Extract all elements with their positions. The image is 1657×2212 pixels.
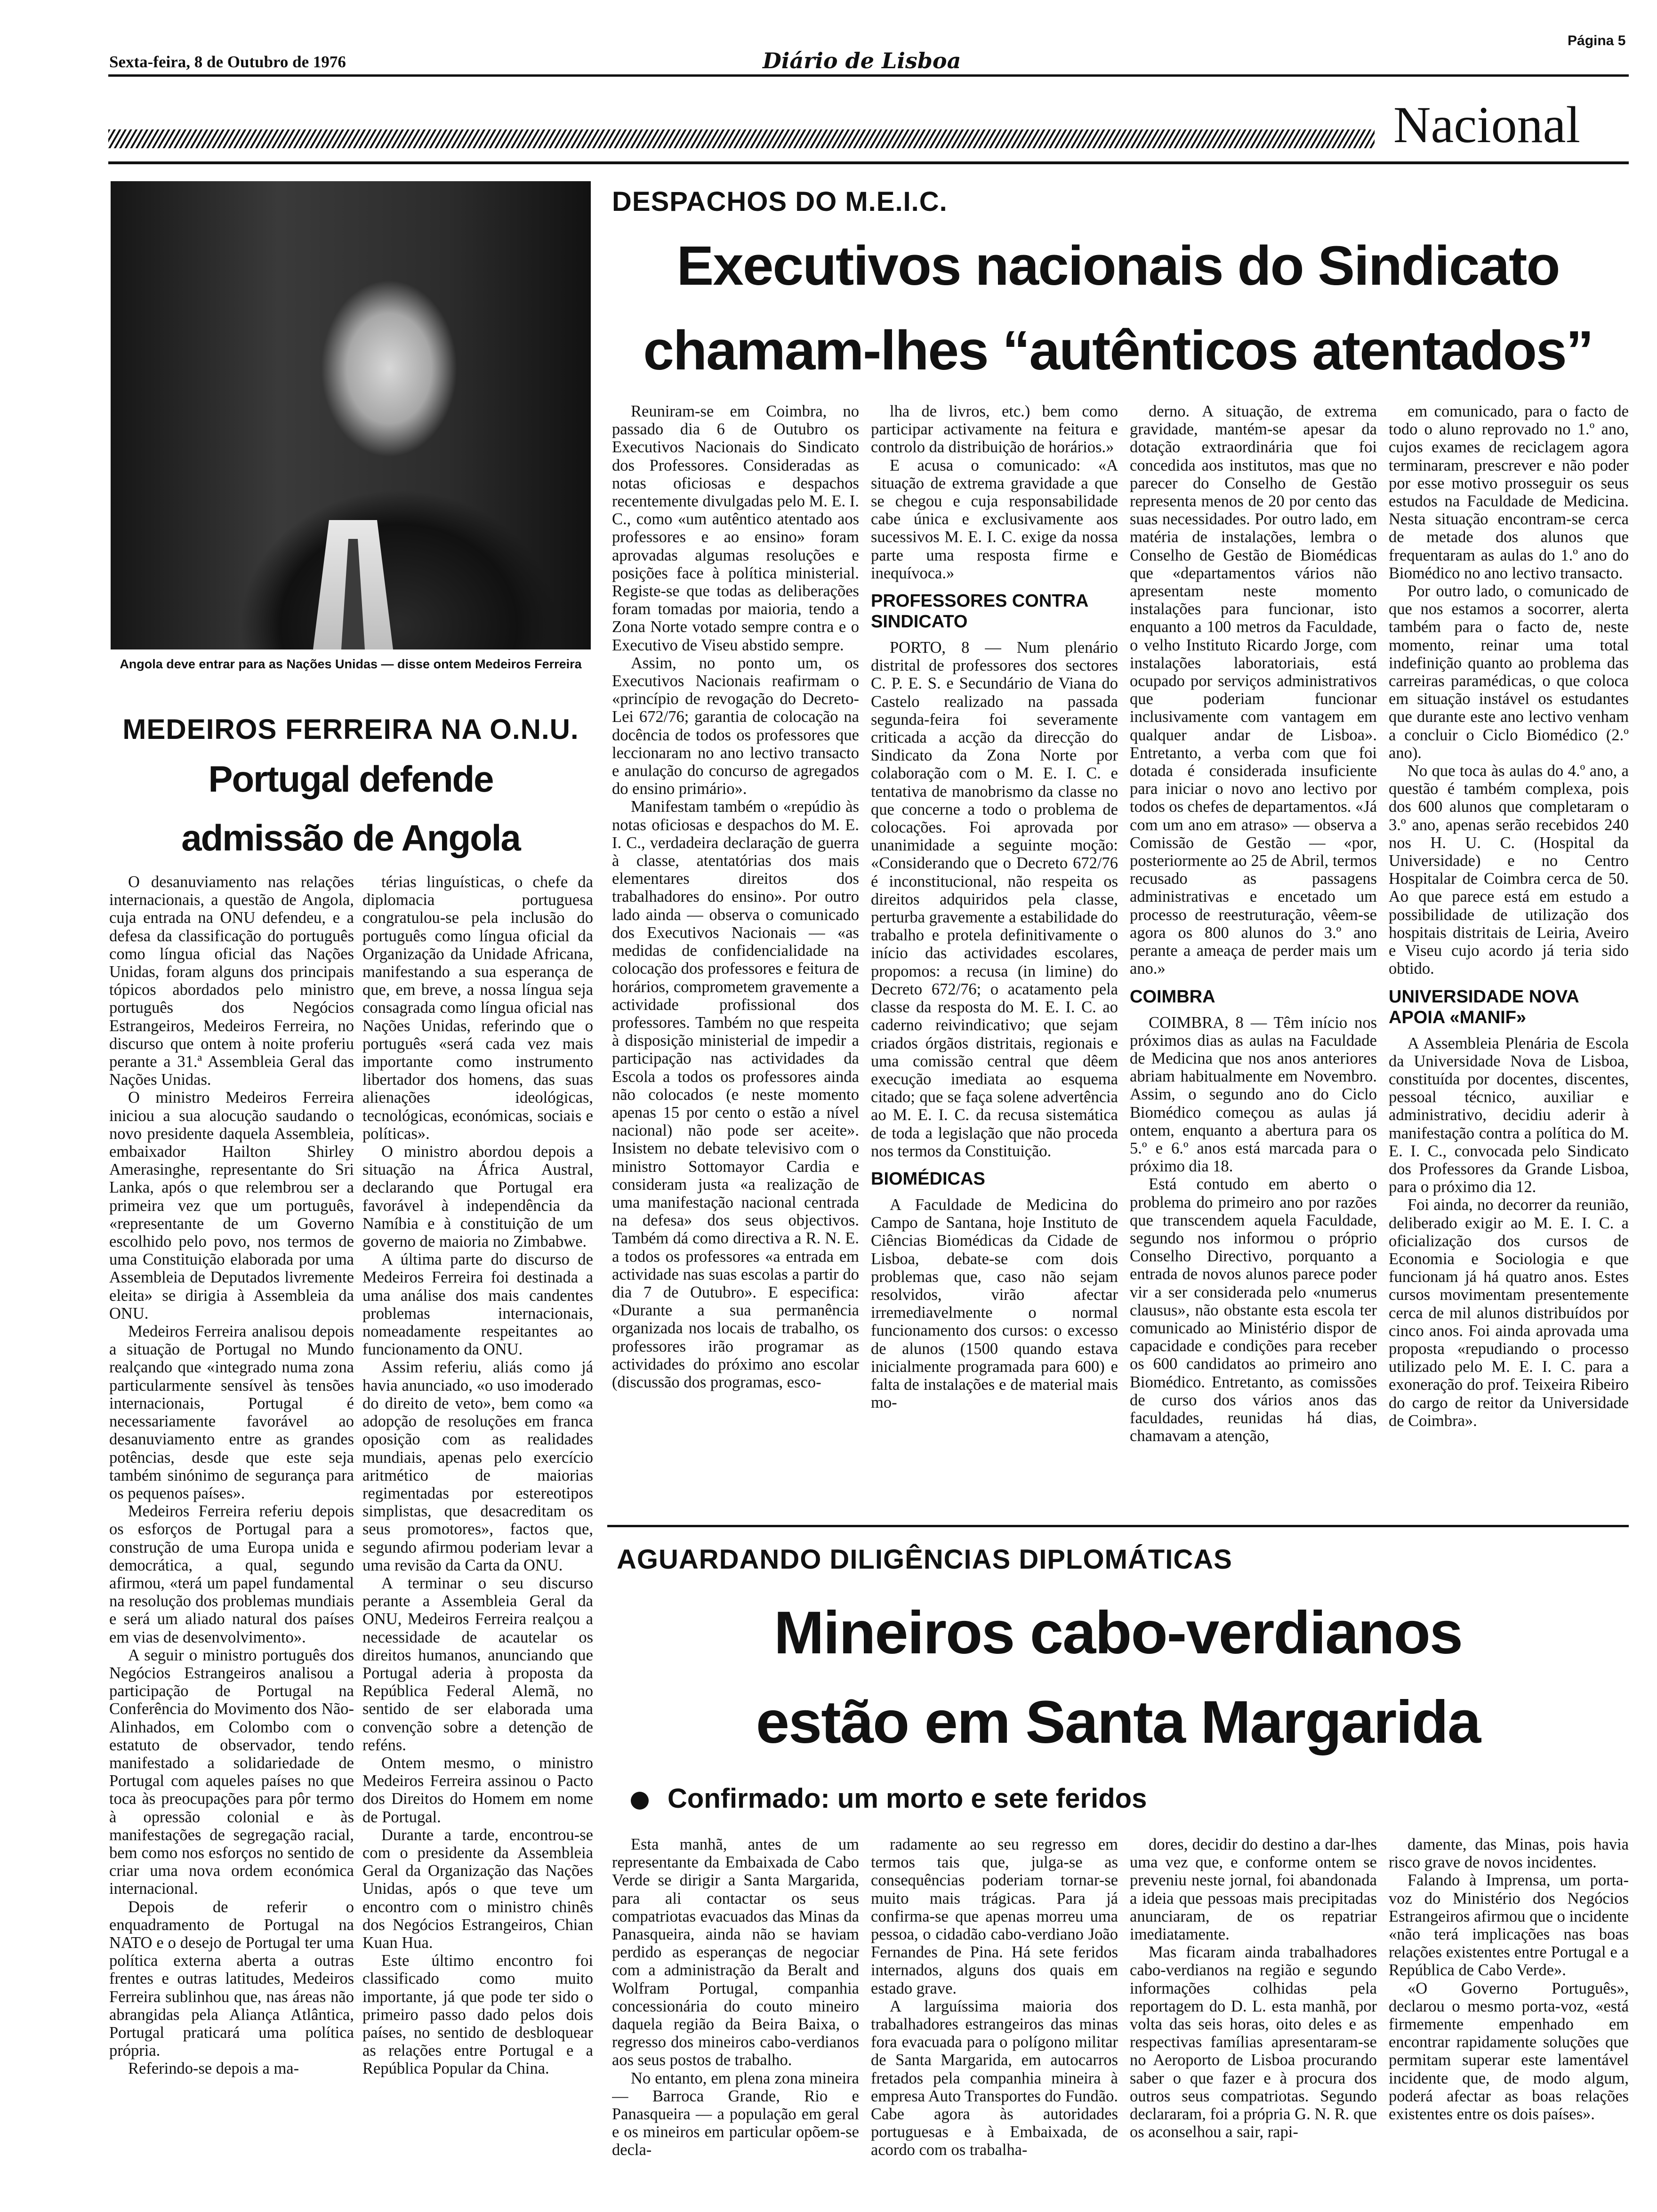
subhead-professores-contra-sindicato: PROFESSORES CONTRA SINDICATO bbox=[871, 591, 1088, 632]
article1-paragraph: A última parte do discurso de Medeiros Ferreira foi destinada a uma análise dos mais candentes problemas internacionais, nomeadamente respeitantes ao funcionamento da ONU. bbox=[362, 1250, 593, 1359]
article3-paragraph: radamente ao seu regresso em termos tais que, julga-se as consequências poderiam tornar-se muito mais trágicas. Para já confirma-se que apenas morreu uma pessoa, o cidadão cabo-verdiano João Fernandes de Pina. Há sete feridos internados, alguns dos quais em estado grave. bbox=[871, 1835, 1118, 1997]
article3-paragraph: damente, das Minas, pois havia risco grave de novos incidentes. bbox=[1389, 1835, 1629, 1872]
article2-column-2 bbox=[871, 402, 1118, 1513]
article1-paragraph: Ontem mesmo, o ministro Medeiros Ferreira assinou o Pacto dos Direitos do Homem em nome de Portugal. bbox=[362, 1754, 593, 1826]
article1-column-1 bbox=[109, 873, 354, 2196]
article1-paragraph: Medeiros Ferreira analisou depois a situação de Portugal no Mundo realçando que «integrado numa zona particularmente sensível às tensões internacionais, Portugal é necessariamente favorável ao desanuviamento entre as grandes potências, desde que este seja também sinónimo de segurança para os pequenos países». bbox=[109, 1322, 354, 1502]
article3-kicker: AGUARDANDO DILIGÊNCIAS DIPLOMÁTICAS bbox=[617, 1544, 1232, 1575]
newspaper-name: Diário de Lisboa bbox=[763, 48, 961, 73]
article1-paragraph: Medeiros Ferreira referiu depois os esforços de Portugal para a construção de uma Europa unida e democrática, a qual, segundo afirmou, «terá um papel fundamental na resolução dos problemas mundiais e será um aliado natural dos países em vias de desenvolvimento». bbox=[109, 1502, 354, 1646]
article2-paragraph: Está contudo em aberto o problema do primeiro ano por razões que transcendem aquela Faculdade, segundo nos informou o próprio Conselho Directivo, porquanto a entrada de novos alunos parece poder vir a ser considerada pelo «numerus clausus», não obstante esta escola ter comunicado ao Ministério dispor de capacidade e condições para receber os 600 candidatos ao primeiro ano Biomédico. Entretanto, as comissões de curso dos vários anos das faculdades, reunidas há dias, chamavam a atenção, bbox=[1130, 1175, 1377, 1445]
article2-paragraph: A Assembleia Plenária de Escola da Universidade Nova de Lisboa, constituída por docentes, discentes, pessoal técnico, auxiliar e administrativo, decidiu aderir à manifestação contra a política do M. E. I. C., convocada pelo Sindicato dos Professores da Grande Lisboa, para o próximo dia 12. bbox=[1389, 1034, 1629, 1196]
bullet-icon bbox=[631, 1792, 649, 1810]
article1-paragraph: térias linguísticas, o chefe da diplomacia portuguesa congratulou-se pela inclusão do português como língua oficial da Organização da Unidade Africana, manifestando a sua esperança de que, em breve, a nossa língua seja consagrada como língua oficial nas Nações Unidas, referindo que o português «será cada vez mais importante como instrumento libertador dos homens, das suas alienações ideológicas, tecnológicas, económicas, sociais e políticas». bbox=[362, 873, 593, 1143]
article3-subhead bbox=[631, 1784, 1147, 1814]
article3-paragraph: Mas ficaram ainda trabalhadores cabo-verdianos na região e segundo informações colhidas pela reportagem do D. L. esta manhã, por volta das seis horas, oito deles e as respectivas famílias apresentaram-se no Aeroporto de Lisboa procurando saber o que fazer e à procura dos outros seus compatriotas. Segundo declararam, foi a própria G. N. R. que os aconselhou a sair, rapi- bbox=[1130, 1943, 1377, 2141]
article2-paragraph: em comunicado, para o facto de todo o aluno reprovado no 1.º ano, cujos exames de reciclagem agora terminaram, prescrever e não poder por esse motivo prosseguir os seus estudos na Faculdade de Medicina. Nesta situação encontram-se cerca de metade dos alunos que frequentaram as aulas do 1.º ano do Biomédico no ano lectivo transacto. bbox=[1389, 402, 1629, 582]
article2-paragraph: PORTO, 8 — Num plenário distrital de professores dos sectores C. P. E. S. e Secundário de Viana do Castelo realizado na passada segunda-feira foi severamente criticada a acção da direcção do Sindicato da Zona Norte por colaboração com o M. E. I. C. e tentativa de manobrismo da classe no que concerne a todo o problema de colocações. Foi aprovada por unanimidade a seguinte moção: «Considerando que o Decreto 672/76 é inconstitucional, não respeita os direitos adquiridos pela classe, perturba gravemente a estabilidade do trabalho e protela definitivamente o início das actividades escolares, propomos: a recusa (in limine) do Decreto 672/76; o acatamento pela classe da resposta do M. E. I. C. ao caderno reivindicativo; que sejam criados órgãos distritais, regionais e uma comissão central que dêem execução imediata ao esquema citado; que se faça solene advertência ao M. E. I. C. da recusa sistemática de toda a legislação que não proceda nos termos da Constituição. bbox=[871, 639, 1118, 1160]
article1-column-2 bbox=[362, 873, 593, 2196]
article1-paragraph: O ministro abordou depois a situação na África Austral, declarando que Portugal era favorável à independência da Namíbia e à constituição de um governo de maioria no Zimbabwe. bbox=[362, 1143, 593, 1251]
section-title: Nacional bbox=[1393, 96, 1581, 153]
article3-column-4 bbox=[1389, 1835, 1629, 2198]
article3-paragraph: A larguíssima maioria dos trabalhadores estrangeiros das minas fora evacuada para o polígono militar de Santa Margarida, em autocarros fretados pela companhia mineira à empresa Auto Transportes do Fundão. Cabe agora às autoridades portuguesas e à Embaixada, de acordo com os trabalha- bbox=[871, 1997, 1118, 2159]
article2-paragraph: Reuniram-se em Coimbra, no passado dia 6 de Outubro os Executivos Nacionais do Sindicato dos Professores. Consideradas as notas oficiosas e despachos recentemente divulgadas pelo M. E. I. C., como «um autêntico atentado aos professores e ao ensino» foram aprovadas algumas resoluções e posições face à política ministerial. Registe-se que todas as deliberações foram tomadas por maioria, tendo a Zona Norte votado sempre contra e o Executivo de Viseu abstido sempre. bbox=[612, 402, 859, 654]
subhead-coimbra: COIMBRA bbox=[1130, 986, 1215, 1007]
article3-headline-line2: estão em Santa Margarida bbox=[756, 1689, 1480, 1756]
subhead-biomedicas: BIOMÉDICAS bbox=[871, 1169, 985, 1189]
article2-paragraph: E acusa o comunicado: «A situação de extrema gravidade a que se chegou e cuja responsabilidade cabe única e exclusivamente aos sucessivos M. E. I. C. exige da nossa parte uma resposta firme e inequívoca.» bbox=[871, 456, 1118, 582]
article1-paragraph: Assim referiu, aliás como já havia anunciado, «o uso imoderado do direito de veto», bem como «a adopção de resoluções em franca oposição com as realidades mundiais, apenas pelo exercício aritmético de maiorias regimentadas por estereotipos simplistas, que desacreditam os seus promotores», factos que, segundo afirmou poderiam levar a uma revisão da Carta da ONU. bbox=[362, 1358, 593, 1574]
article2-paragraph: Assim, no ponto um, os Executivos Nacionais reafirmam o «princípio de revogação do Decreto-Lei 672/76; garantia de colocação na docência de todos os professores que leccionaram no ano lectivo transacto e anulação do concurso de agregados do ensino primário». bbox=[612, 654, 859, 798]
article3-headline-line1: Mineiros cabo-verdianos bbox=[774, 1599, 1462, 1667]
article2-paragraph: No que toca às aulas do 4.º ano, a questão é também complexa, pois dos 600 alunos que completaram o 3.º ano, apenas serão recebidos 240 nos H. U. C. (Hospital da Universidade) e no Centro Hospitalar de Coimbra cerca de 50. Ao que parece está em estudo a possibilidade de utilização dos hospitais distritais de Leiria, Aveiro e Viseu cujo acordo já teria sido obtido. bbox=[1389, 762, 1629, 978]
article3-paragraph: No entanto, em plena zona mineira — Barroca Grande, Rio e Panasqueira — a população em geral e os mineiros em particular opõem-se decla- bbox=[612, 2069, 859, 2159]
subhead-universidade-nova: UNIVERSIDADE NOVA APOIA «MANIF» bbox=[1389, 986, 1579, 1027]
article2-headline-line2: chamam-lhes “autênticos atentados” bbox=[643, 320, 1593, 382]
article2-paragraph: COIMBRA, 8 — Têm início nos próximos dias as aulas na Faculdade de Medicina que nos anos anteriores abriam habitualmente em Novembro. Assim, o segundo ano do Ciclo Biomédico começou as aulas já ontem, enquanto a abertura para os 5.º e 6.º anos está marcada para o próximo dia 18. bbox=[1130, 1013, 1377, 1176]
article3-column-1 bbox=[612, 1835, 859, 2198]
section-rule bbox=[108, 161, 1629, 164]
article3-column-3 bbox=[1130, 1835, 1377, 2198]
article2-paragraph: A Faculdade de Medicina do Campo de Santana, hoje Instituto de Ciências Biomédicas da Cidade de Lisboa, debate-se com dois problemas que, caso não sejam resolvidos, virão afectar irremediavelmente o normal funcionamento dos cursos: o excesso de alunos (1500 quando estava inicialmente programada para 600) e falta de instalações e de material mais mo- bbox=[871, 1195, 1118, 1412]
page-number: Página 5 bbox=[1568, 33, 1626, 48]
masthead-rule bbox=[108, 74, 1629, 77]
article3-paragraph: «O Governo Português», declarou o mesmo porta-voz, «está firmemente empenhado em encontrar rapidamente soluções que permitam superar este lamentável incidente que, de modo algum, poderá afectar as boas relações existentes entre os dois países». bbox=[1389, 1979, 1629, 2124]
article2-paragraph: derno. A situação, de extrema gravidade, mantém-se apesar da dotação extraordinária que foi concedida aos institutos, mas que no parecer do Conselho de Gestão representa menos de 20 por cento das suas necessidades. Por outro lado, em matéria de instalações, lembra o Conselho de Gestão de Biomédicas que «departamentos vários não apresentam neste momento instalações para funcionar, isto enquanto a 100 metros da Faculdade, o velho Instituto Ricardo Jorge, com instalações laboratoriais, está ocupado por serviços administrativos que poderiam funcionar inclusivamente com vantagem em qualquer andar de Lisboa». Entretanto, a verba com que foi dotada é considerada insuficiente para iniciar o novo ano lectivo por todos os chefes de departamentos. «Já com um ano em atraso» — observa a Comissão de Gestão — «por, posteriormente ao 25 de Abril, termos recusado as passagens administrativas e encetado um processo de reestruturação, vêem-se agora os 800 alunos do 3.º ano perante a ameaça de perder mais um ano.» bbox=[1130, 402, 1377, 978]
section-hatch-bar bbox=[108, 129, 1375, 148]
article1-paragraph: O desanuviamento nas relações internacionais, a questão de Angola, cuja entrada na ONU defendeu, e a defesa da classificação do português como língua oficial das Nações Unidas, foram alguns dos principais tópicos abordados pelo ministro português dos Negócios Estrangeiros, Medeiros Ferreira, no discurso que ontem à noite proferiu perante a 31.ª Assembleia Geral das Nações Unidas. bbox=[109, 873, 354, 1089]
article2-column-1 bbox=[612, 402, 859, 1513]
article3-column-2 bbox=[871, 1835, 1118, 2198]
article3-paragraph: Falando à Imprensa, um porta-voz do Ministério dos Negócios Estrangeiros afirmou que o incidente «não terá implicações nas boas relações existentes entre Portugal e a República de Cabo Verde». bbox=[1389, 1871, 1629, 1980]
portrait-photo-medeiros-ferreira bbox=[111, 181, 591, 649]
article1-paragraph: Durante a tarde, encontrou-se com o presidente da Assembleia Geral da Organização das Nações Unidas, após o que teve um encontro com o ministro chinês dos Negócios Estrangeiros, Chian Kuan Hua. bbox=[362, 1826, 593, 1952]
article3-paragraph: Esta manhã, antes de um representante da Embaixada de Cabo Verde se dirigir a Santa Margarida, para ali contactar os seus compatriotas evacuados das Minas da Panasqueira, ainda não se haviam perdido as esperanças de negociar com a administração da Beralt and Wolfram Portugal, companhia concessionária do couto mineiro daquela região da Beira Baixa, o regresso dos mineiros cabo-verdianos aos seus postos de trabalho. bbox=[612, 1835, 859, 2069]
article3-paragraph: dores, decidir do destino a dar-lhes uma vez que, e conforme ontem se preveniu neste jornal, foi abandonada a ideia que pessoas mais precipitadas anunciaram, de os repatriar imediatamente. bbox=[1130, 1835, 1377, 1944]
article-divider-rule bbox=[607, 1525, 1629, 1527]
article1-headline-line2: admissão de Angola bbox=[181, 817, 520, 858]
photo-caption: Angola deve entrar para as Nações Unidas — disse ontem Medeiros Ferreira bbox=[120, 657, 582, 671]
article1-paragraph: A seguir o ministro português dos Negócios Estrangeiros analisou a participação de Portugal na Conferência do Movimento dos Não-Alinhados, em Colombo com o estatuto de observador, tendo manifestado a solidariedade de Portugal com aqueles países no que toca às preocupações para pôr termo à opressão colonial e às manifestações de segregação racial, bem como nos esforços no sentido de criar uma nova ordem económica internacional. bbox=[109, 1646, 354, 1898]
article2-paragraph: Foi ainda, no decorrer da reunião, deliberado exigir ao M. E. I. C. a oficialização dos cursos de Economia e Sociologia e que funcionam já há quatro anos. Estes cursos movimentam presentemente cerca de mil alunos distribuídos por cinco anos. Foi ainda aprovada uma proposta «repudiando o processo utilizado pelo M. E. I. C. para a exoneração do prof. Teixeira Ribeiro do cargo de reitor da Universidade de Coimbra». bbox=[1389, 1196, 1629, 1430]
article2-headline-line1: Executivos nacionais do Sindicato bbox=[676, 235, 1560, 297]
article1-headline-line1: Portugal defende bbox=[208, 758, 493, 800]
article1-paragraph: Depois de referir o enquadramento de Portugal na NATO e o desejo de Portugal ter uma política externa aberta a outras frentes e outras latitudes, Medeiros Ferreira sublinhou que, nas áreas não abrangidas pela Aliança Atlântica, Portugal praticará uma política própria. bbox=[109, 1898, 354, 2060]
article2-column-3 bbox=[1130, 402, 1377, 1513]
article1-kicker: MEDEIROS FERREIRA NA O.N.U. bbox=[122, 713, 579, 745]
article1-paragraph: A terminar o seu discurso perante a Assembleia Geral da ONU, Medeiros Ferreira realçou a necessidade de acautelar os direitos humanos, anunciando que Portugal aderia à proposta da República Federal Alemã, no sentido de ser elaborada uma convenção sobre a detenção de reféns. bbox=[362, 1574, 593, 1754]
article1-paragraph: Referindo-se depois a ma- bbox=[128, 2060, 299, 2078]
article1-paragraph: O ministro Medeiros Ferreira iniciou a sua alocução saudando o novo presidente daquela Assembleia, embaixador Hailton Shirley Amerasinghe, representante do Sri Lanka, após o que relembrou ser a primeira vez que um português, «representante de um Governo escolhido pelo povo, nos termos de uma Constituição elaborada por uma Assembleia de Deputados livremente eleita» se dirigia à Assembleia da ONU. bbox=[109, 1089, 354, 1322]
article2-column-4 bbox=[1389, 402, 1629, 1513]
article2-paragraph: Por outro lado, o comunicado de que nos estamos a socorrer, alerta também para o facto de, neste momento, reinar uma total indefinição quanto ao problema das carreiras paramédicas, o que coloca em situação instável os estudantes que durante este ano lectivo venham a concluir o Ciclo Biomédico (2.º ano). bbox=[1389, 582, 1629, 762]
article3-subhead-text: Confirmado: um morto e sete feridos bbox=[668, 1783, 1147, 1814]
article2-kicker: DESPACHOS DO M.E.I.C. bbox=[612, 186, 948, 217]
article2-paragraph: Manifestam também o «repúdio às notas oficiosas e despachos do M. E. I. C., verdadeira declaração de guerra à classe, atentatórias dos mais elementares direitos dos trabalhadores do ensino». Por outro lado ainda — observa o comunicado dos Executivos Nacionais — «as medidas de confidencialidade na colocação dos professores e feitura de horários, comprometem gravemente a actividade profissional dos professores. Também no que respeita à disposição ministerial de impedir a participação nas actividades da Escola a todos os professores ainda não colocados (e neste momento apenas 15 por cento o estão a nível nacional) não pode ser aceite». Insistem no debate televisivo com o ministro Sottomayor Cardia e consideram justa «a realização de uma manifestação nacional centrada na defesa» dos seus objectivos. Também dá como directiva a R. N. E. a todos os professores «a entrada em actividade nas suas escolas a partir do dia 7 de Outubro». E especifica: «Durante a sua permanência organizada nos locais de trabalho, os professores irão programar as actividades do próximo ano escolar (discussão dos programas, esco- bbox=[612, 798, 859, 1391]
article1-paragraph: Este último encontro foi classificado como muito importante, já que pode ter sido o primeiro passo dado pelos dois países, no sentido de desbloquear as relações entre Portugal e a República Popular da China. bbox=[362, 1952, 593, 2078]
issue-date: Sexta-feira, 8 de Outubro de 1976 bbox=[109, 53, 346, 71]
article2-paragraph: lha de livros, etc.) bem como participar activamente na feitura e controlo da distribuição de horários.» bbox=[871, 402, 1118, 457]
